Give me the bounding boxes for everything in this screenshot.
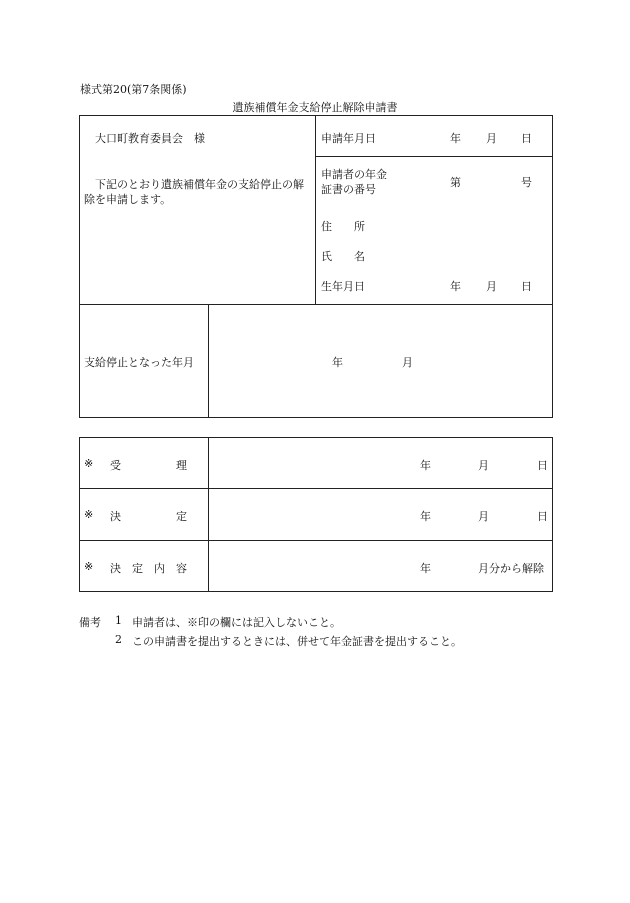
application-date-year: 年 [450,132,461,145]
receipt-year: 年 [420,459,431,472]
decision-mark: ※ [84,508,94,521]
receipt-month: 月 [478,459,489,472]
application-table [79,115,553,418]
pension-cert-dai: 第 [450,176,461,189]
note-1-text: 申請者は、※印の欄には記入しないこと。 [132,616,341,629]
pension-cert-go: 号 [521,176,532,189]
release-month-suffix: 月分から解除 [478,562,544,575]
suspension-label: 支給停止となった年月 [84,356,194,369]
content-mark: ※ [84,560,94,573]
release-year: 年 [420,562,431,575]
addressee: 大口町教育委員会 様 [95,132,205,145]
suspension-year: 年 [332,356,343,369]
note-2-number: 2 [115,633,122,646]
birth-date-month: 月 [486,280,497,293]
notes-label: 備考 [79,616,101,629]
birth-date-label: 生年月日 [321,280,365,293]
application-statement: 下記のとおり遺族補償年金の支給停止の解除を申請します。 [84,178,304,206]
decision-day: 日 [537,510,548,523]
document-title: 遺族補償年金支給停止解除申請書 [232,101,398,114]
receipt-day: 日 [537,459,548,472]
receipt-label: 受 理 [110,459,187,472]
application-date-day: 日 [521,132,532,145]
note-2-text: この申請書を提出するときには、併せて年金証書を提出すること。 [132,635,462,648]
note-1-number: 1 [115,614,122,627]
application-date-label: 申請年月日 [321,132,376,145]
pension-cert-label-line2: 証書の番号 [321,183,376,196]
decision-label: 決 定 [110,510,187,523]
decision-year: 年 [420,510,431,523]
application-date-month: 月 [486,132,497,145]
decision-content-label: 決 定 内 容 [110,562,187,575]
receipt-mark: ※ [84,457,94,470]
pension-cert-label-line1: 申請者の年金 [321,168,387,181]
form-number: 様式第20(第7条関係) [80,83,187,96]
address-label: 住 所 [321,220,365,233]
birth-date-year: 年 [450,280,461,293]
decision-month: 月 [478,510,489,523]
suspension-month: 月 [402,356,413,369]
name-label: 氏 名 [321,250,365,263]
birth-date-day: 日 [521,280,532,293]
